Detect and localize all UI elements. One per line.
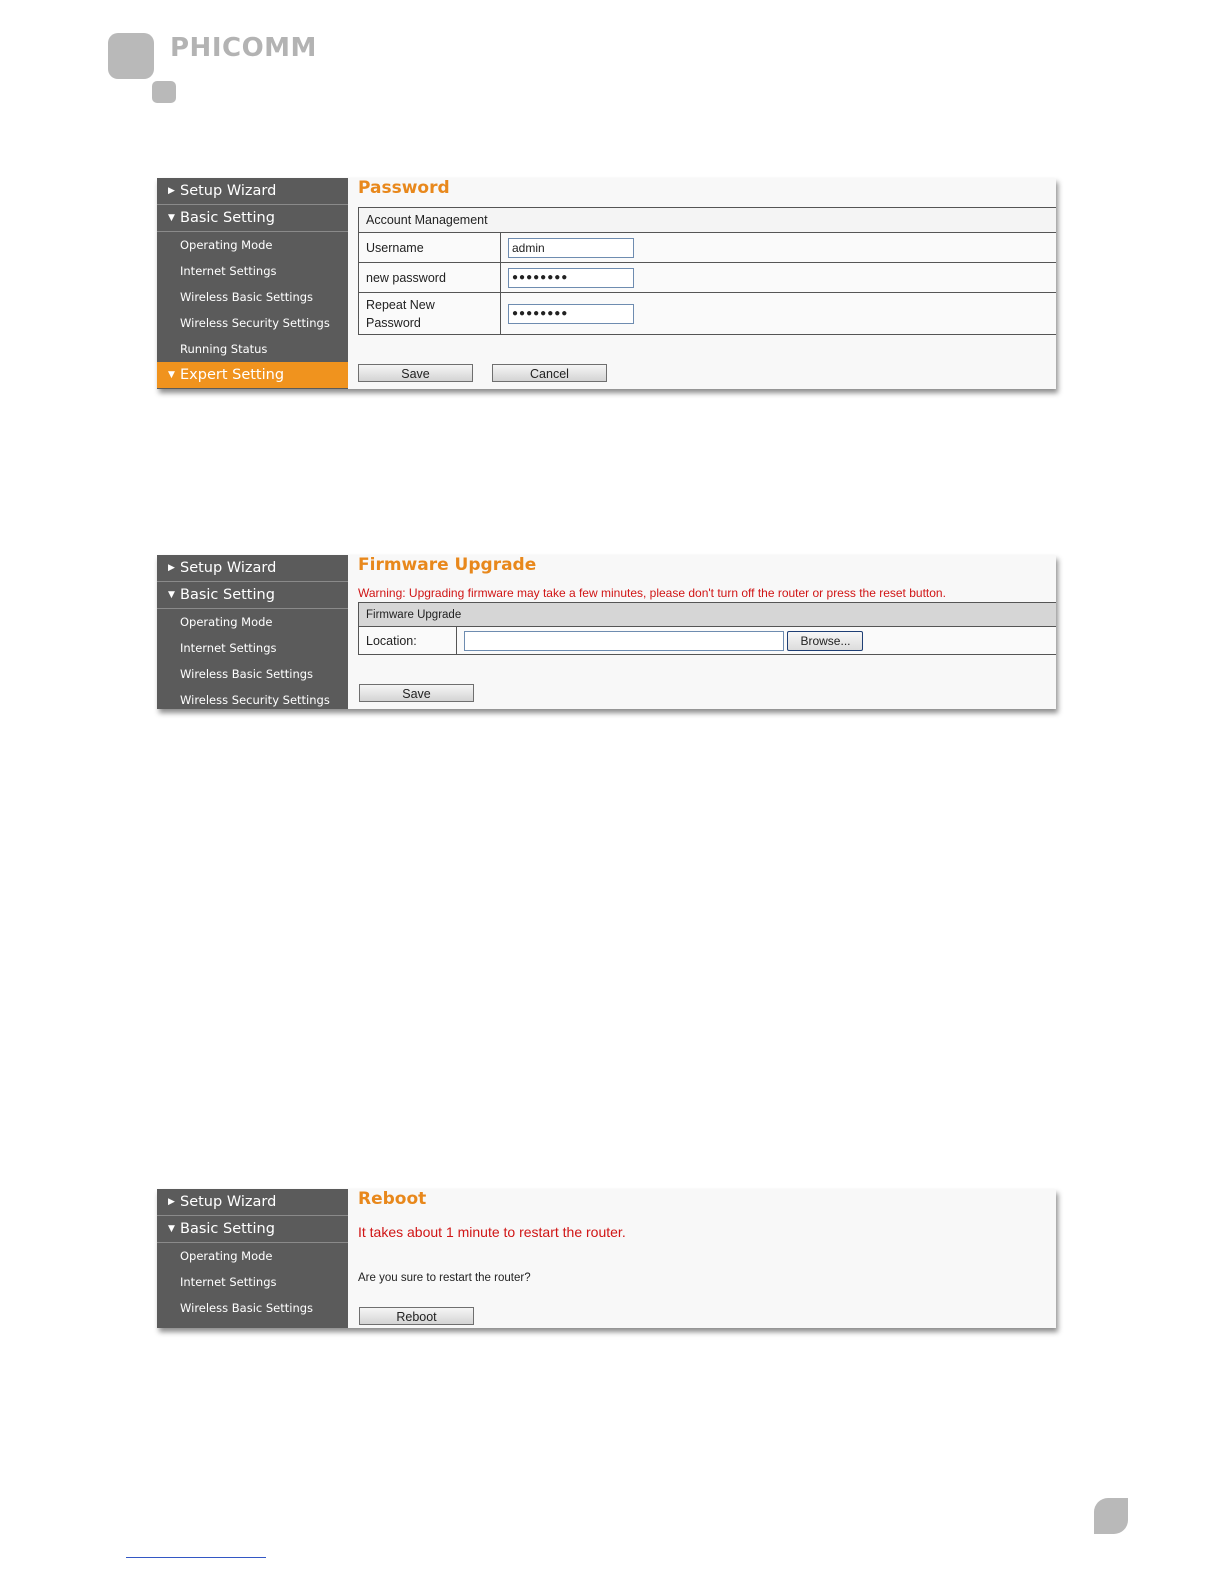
sidebar-nav bbox=[157, 178, 348, 389]
cancel-button[interactable]: Cancel bbox=[492, 364, 607, 382]
nav-expert-setting[interactable]: ▼ Expert Setting bbox=[157, 362, 348, 388]
reboot-content bbox=[348, 1189, 1056, 1328]
firmware-panel bbox=[157, 555, 1056, 709]
nav-operating-mode[interactable]: Operating Mode bbox=[180, 615, 273, 629]
repeat-password-cell bbox=[501, 293, 1057, 335]
nav-internet-settings[interactable]: Internet Settings bbox=[180, 641, 277, 655]
nav-internet-settings[interactable]: Internet Settings bbox=[180, 264, 277, 278]
section-header: Account Management bbox=[359, 208, 1057, 233]
password-content bbox=[348, 178, 1056, 389]
account-table bbox=[358, 207, 1056, 335]
new-password-input[interactable]: ●●●●●●●● bbox=[508, 268, 634, 288]
caret-down-icon: ▼ bbox=[168, 590, 175, 600]
nav-wireless-basic-settings[interactable]: Wireless Basic Settings bbox=[180, 667, 314, 681]
username-label: Username bbox=[359, 233, 501, 263]
browse-button[interactable]: Browse... bbox=[787, 631, 863, 651]
nav-operating-mode[interactable]: Operating Mode bbox=[180, 238, 273, 252]
new-password-cell bbox=[501, 263, 1057, 293]
reboot-panel bbox=[157, 1189, 1056, 1328]
nav-setup-wizard[interactable]: ▶ Setup Wizard bbox=[157, 178, 348, 205]
username-cell bbox=[501, 233, 1057, 263]
caret-right-icon: ▶ bbox=[168, 563, 175, 573]
restart-note: It takes about 1 minute to restart the router. bbox=[358, 1224, 626, 1240]
page-title: Firmware Upgrade bbox=[358, 555, 537, 575]
reboot-button[interactable]: Reboot bbox=[359, 1307, 474, 1325]
sidebar-nav bbox=[157, 555, 348, 709]
save-button[interactable]: Save bbox=[359, 684, 474, 702]
nav-basic-setting[interactable]: ▼ Basic Setting bbox=[157, 1216, 348, 1243]
warning-text: Warning: Upgrading firmware may take a few minutes, please don't turn off the router or press the reset button. bbox=[358, 586, 946, 600]
page-title: Password bbox=[358, 178, 450, 198]
nav-internet-settings[interactable]: Internet Settings bbox=[180, 1275, 277, 1289]
logo-wordmark: PHICOMM bbox=[170, 33, 317, 63]
phicomm-logo bbox=[108, 33, 338, 105]
footer-link-underline bbox=[126, 1557, 266, 1558]
nav-wireless-basic-settings[interactable]: Wireless Basic Settings bbox=[180, 290, 314, 304]
restart-question: Are you sure to restart the router? bbox=[358, 1272, 531, 1284]
file-path-input[interactable] bbox=[464, 631, 784, 651]
nav-setup-wizard[interactable]: ▶ Setup Wizard bbox=[157, 555, 348, 582]
nav-wireless-security-settings[interactable]: Wireless Security Settings bbox=[180, 316, 330, 330]
nav-wireless-basic-settings[interactable]: Wireless Basic Settings bbox=[180, 1301, 314, 1315]
nav-wireless-security-settings[interactable]: Wireless Security Settings bbox=[180, 693, 330, 707]
page-title: Reboot bbox=[358, 1189, 427, 1209]
new-password-label: new password bbox=[359, 263, 501, 293]
location-label: Location: bbox=[359, 627, 457, 655]
username-input[interactable]: admin bbox=[508, 238, 634, 258]
logo-square-mark bbox=[108, 33, 154, 79]
firmware-content bbox=[348, 555, 1056, 709]
sidebar-nav bbox=[157, 1189, 348, 1328]
caret-down-icon: ▼ bbox=[168, 370, 175, 380]
caret-down-icon: ▼ bbox=[168, 1224, 175, 1234]
section-header: Firmware Upgrade bbox=[359, 603, 1057, 627]
firmware-table bbox=[358, 602, 1056, 655]
location-cell bbox=[457, 627, 1057, 655]
nav-running-status[interactable]: Running Status bbox=[180, 342, 268, 356]
logo-small-square-mark bbox=[152, 81, 176, 103]
nav-basic-setting[interactable]: ▼ Basic Setting bbox=[157, 205, 348, 232]
caret-right-icon: ▶ bbox=[168, 186, 175, 196]
save-button[interactable]: Save bbox=[358, 364, 473, 382]
page-corner-tab bbox=[1094, 1498, 1128, 1534]
password-panel bbox=[157, 178, 1056, 389]
caret-right-icon: ▶ bbox=[168, 1197, 175, 1207]
repeat-password-label: Repeat New Password bbox=[359, 293, 501, 335]
nav-setup-wizard[interactable]: ▶ Setup Wizard bbox=[157, 1189, 348, 1216]
repeat-password-input[interactable]: ●●●●●●●● bbox=[508, 304, 634, 324]
nav-basic-setting[interactable]: ▼ Basic Setting bbox=[157, 582, 348, 609]
nav-operating-mode[interactable]: Operating Mode bbox=[180, 1249, 273, 1263]
caret-down-icon: ▼ bbox=[168, 213, 175, 223]
